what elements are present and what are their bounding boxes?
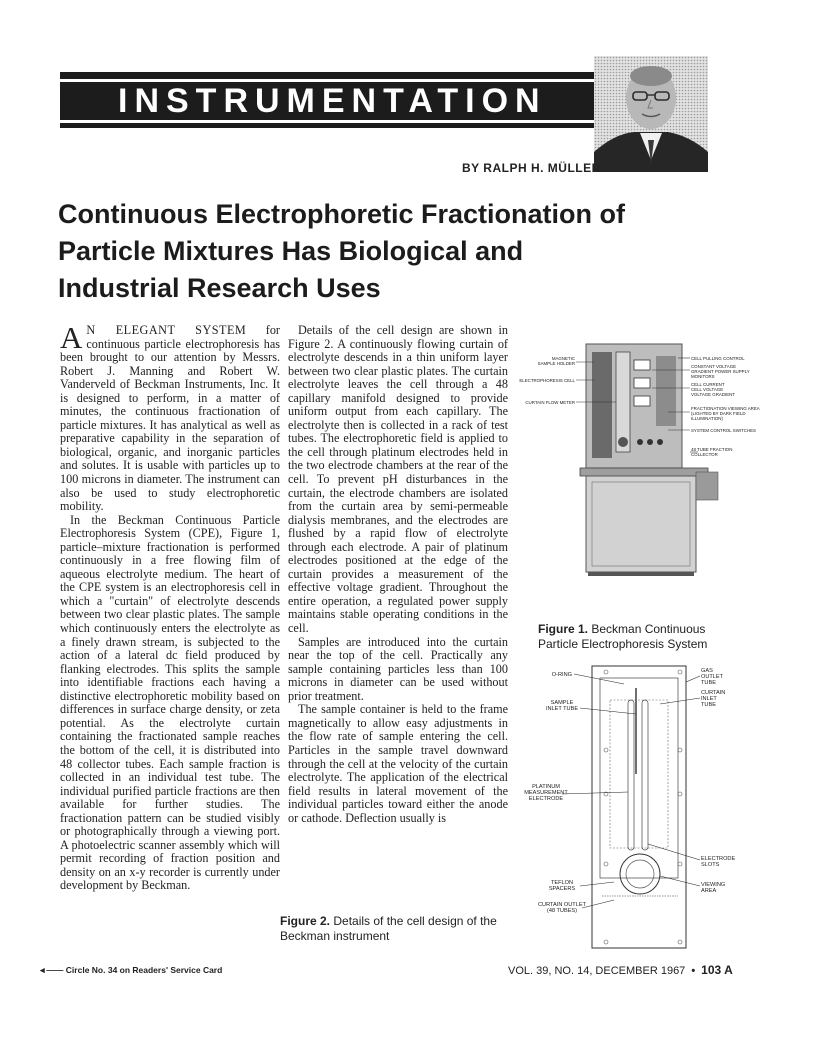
fig2-label: OUTLET — [701, 674, 724, 680]
reader-service-note — [38, 965, 222, 975]
fig1-callout: COLLECTOR — [691, 452, 718, 457]
fig2-label: O-RING — [551, 672, 572, 678]
fig1-callout: VOLTAGE GRADIENT — [691, 392, 735, 397]
fig1-callout: (LIGHTED BY DARK FIELD — [691, 411, 746, 416]
fig2-label: GAS — [701, 668, 713, 674]
page-number: 103 A — [701, 963, 733, 977]
fig2-label: TUBE — [701, 702, 716, 708]
page-footer — [508, 963, 733, 977]
byline: BY RALPH H. MÜLLER — [462, 161, 601, 175]
article-headline — [58, 196, 698, 307]
body-paragraph: Details of the cell design are shown in Figure 2. A continuously flowing curtain of electrolyte descends in a thin uniform layer between two clear plastic plates. The curtain electrolyte leaves the cell through a 48 capillary manifold designed to provide uniform output from each capillary. The electrolyte then is collected in a rack of test tubes. The electrophoretic field is applied to the cell through platinum electrodes held in the two electrode chambers at the rear of the cell. To prevent pH disturbances in the curtain, the electrode chambers are isolated from the curtain area by semi-permeable dialysis membranes, and the electrodes are flushed by a rapid flow of electrolyte through each electrode. A pair of platinum electrodes positioned at the edge of the curtain provides a measurement of the effective voltage gradient. Throughout the entire operation, a regulated power supply maintains stable operating conditions in the cell. — [288, 323, 508, 636]
lead-in-smallcaps: N ELEGANT SYSTEM — [86, 323, 247, 337]
reader-service-text: Circle No. 34 on Readers' Service Card — [65, 965, 223, 975]
headline-line: Industrial Research Uses — [58, 273, 381, 303]
journal-citation: VOL. 39, NO. 14, DECEMBER 1967 — [508, 965, 686, 977]
fig1-callout: FRACTIONATION VIEWING AREA — [691, 406, 760, 411]
fig2-label: INLET — [701, 696, 717, 702]
fig2-label: (48 TUBES) — [546, 908, 578, 914]
figure-1-caption — [538, 622, 744, 652]
paragraph-text: for continuous particle electrophoresis has been brought to our attention by Messrs. Robert J. Manning and Robert W. Vanderveld of Beckman Instruments, Inc. It is designed to perform, in a matter of minutes, the continuous fractionation of particle mixtures. It has analytical as well as preparative capability in the separation of biological, organic, and inorganic particles and solutes. It is usable with particles up to 100 microns in diameter. The instrument can also be used to study electrophoretic mobility. — [60, 323, 280, 514]
body-paragraph: The sample container is held to the frame magnetically to allow easy adjustments in the flow rate of sample entering the cell. Particles in the sample travel downward through the cell at the velocity of the curtain electrolyte. The application of the electrical field results in lateral movement of the individual particles toward either the anode or cathode. Deflection usually is — [288, 702, 508, 825]
header-rule-top — [60, 72, 594, 79]
fig1-callout: ELECTROPHORESIS CELL — [519, 378, 575, 383]
body-paragraph — [60, 320, 280, 514]
fig1-callout: CURTAIN FLOW METER — [525, 400, 575, 405]
fig2-label: CURTAIN OUTLET — [538, 902, 586, 908]
header-rule-bottom — [60, 123, 594, 128]
bullet-separator: • — [691, 965, 696, 977]
caption-text: Beckman Continuous Particle Electrophoresis System — [538, 622, 708, 651]
fig2-label: ELECTRODE — [528, 796, 564, 802]
fig1-callout: CELL VOLTAGE — [691, 387, 724, 392]
caption-text: Details of the cell design of the Beckman instrument — [280, 914, 497, 943]
fig2-label: SAMPLE — [550, 700, 574, 706]
figure-2-cell-diagram — [524, 664, 736, 952]
fig1-callout: ILLUMINATION) — [691, 416, 723, 421]
fig2-label: PLATINUM — [532, 784, 560, 790]
body-paragraph: In the Beckman Continuous Particle Electrophoresis System (CPE), Figure 1, particle–mixture fractionation is performed continuously in a free flowing film of aqueous electrolyte medium. The heart of the CPE system is an electrophoresis cell in which a "curtain" of electrolyte descends between two clear plastic plates. The sample which continuously enters the electrolyte as a finely drawn stream, is subjected to the action of a lateral dc field produced by flanking electrodes. This splits the sample into identifiable fractions each having a distinctive electrophoretic mobility based on differences in surface charge density, or zeta potential. As the electrolyte curtain containing the fractionated sample reaches the bottom of the cell, it is distributed into 48 collector tubes. Each sample fraction is collected in an individual test tube. The individual purified particle fractions are then available for further studies. The fractionation pattern can be studied visibly or photographically through a viewing port. A photoelectric scanner assembly which will permit recording of fraction position and density on an x-y recorder is currently under development by Beckman. — [60, 512, 280, 893]
fig2-label: INLET TUBE — [545, 706, 579, 712]
headline-line: Continuous Electrophoretic Fractionation of — [58, 199, 625, 229]
fig1-callout: CELL CURRENT — [691, 382, 725, 387]
fig2-label: TEFLON — [550, 880, 574, 886]
fig1-callout: SAMPLE HOLDER — [537, 361, 575, 366]
fig1-callout: SYSTEM CONTROL SWITCHES — [691, 428, 756, 433]
figure-2-caption — [280, 914, 520, 944]
fig2-label: AREA — [701, 888, 717, 894]
body-paragraph: Samples are introduced into the curtain near the top of the cell. Practically any sample containing particles less than 100 microns in diameter can be used without prior treatment. — [288, 634, 508, 703]
fig2-label: TUBE — [701, 680, 716, 686]
fig2-label: CURTAIN — [701, 690, 726, 696]
arrow-left-icon: ◄—— — [38, 965, 64, 975]
fig1-callout: MAGNETIC — [551, 356, 575, 361]
caption-label: Figure 2. — [280, 914, 331, 928]
section-title: INSTRUMENTATION — [118, 82, 547, 120]
drop-cap: A — [60, 320, 83, 355]
caption-label: Figure 1. — [538, 622, 589, 636]
figure-1-instrument-photo — [519, 322, 760, 612]
fig2-label: VIEWING — [701, 882, 726, 888]
fig1-callout: GRADIENT POWER SUPPLY — [691, 369, 750, 374]
body-column-2 — [288, 324, 508, 825]
fig2-label: SPACERS — [548, 886, 576, 892]
fig2-label: ELECTRODE — [701, 856, 736, 862]
fig2-label: MEASUREMENT — [524, 790, 568, 796]
body-column-1 — [60, 320, 280, 893]
author-portrait — [594, 56, 708, 172]
fig1-callout: MONITORS — [691, 374, 715, 379]
fig1-callout: 48 TUBE FRACTION — [691, 447, 733, 452]
fig1-callout: CONSTANT VOLTAGE — [691, 364, 737, 369]
fig2-label: SLOTS — [701, 862, 720, 868]
fig1-callout: CELL PULLING CONTROL — [691, 356, 745, 361]
headline-line: Particle Mixtures Has Biological and — [58, 236, 524, 266]
